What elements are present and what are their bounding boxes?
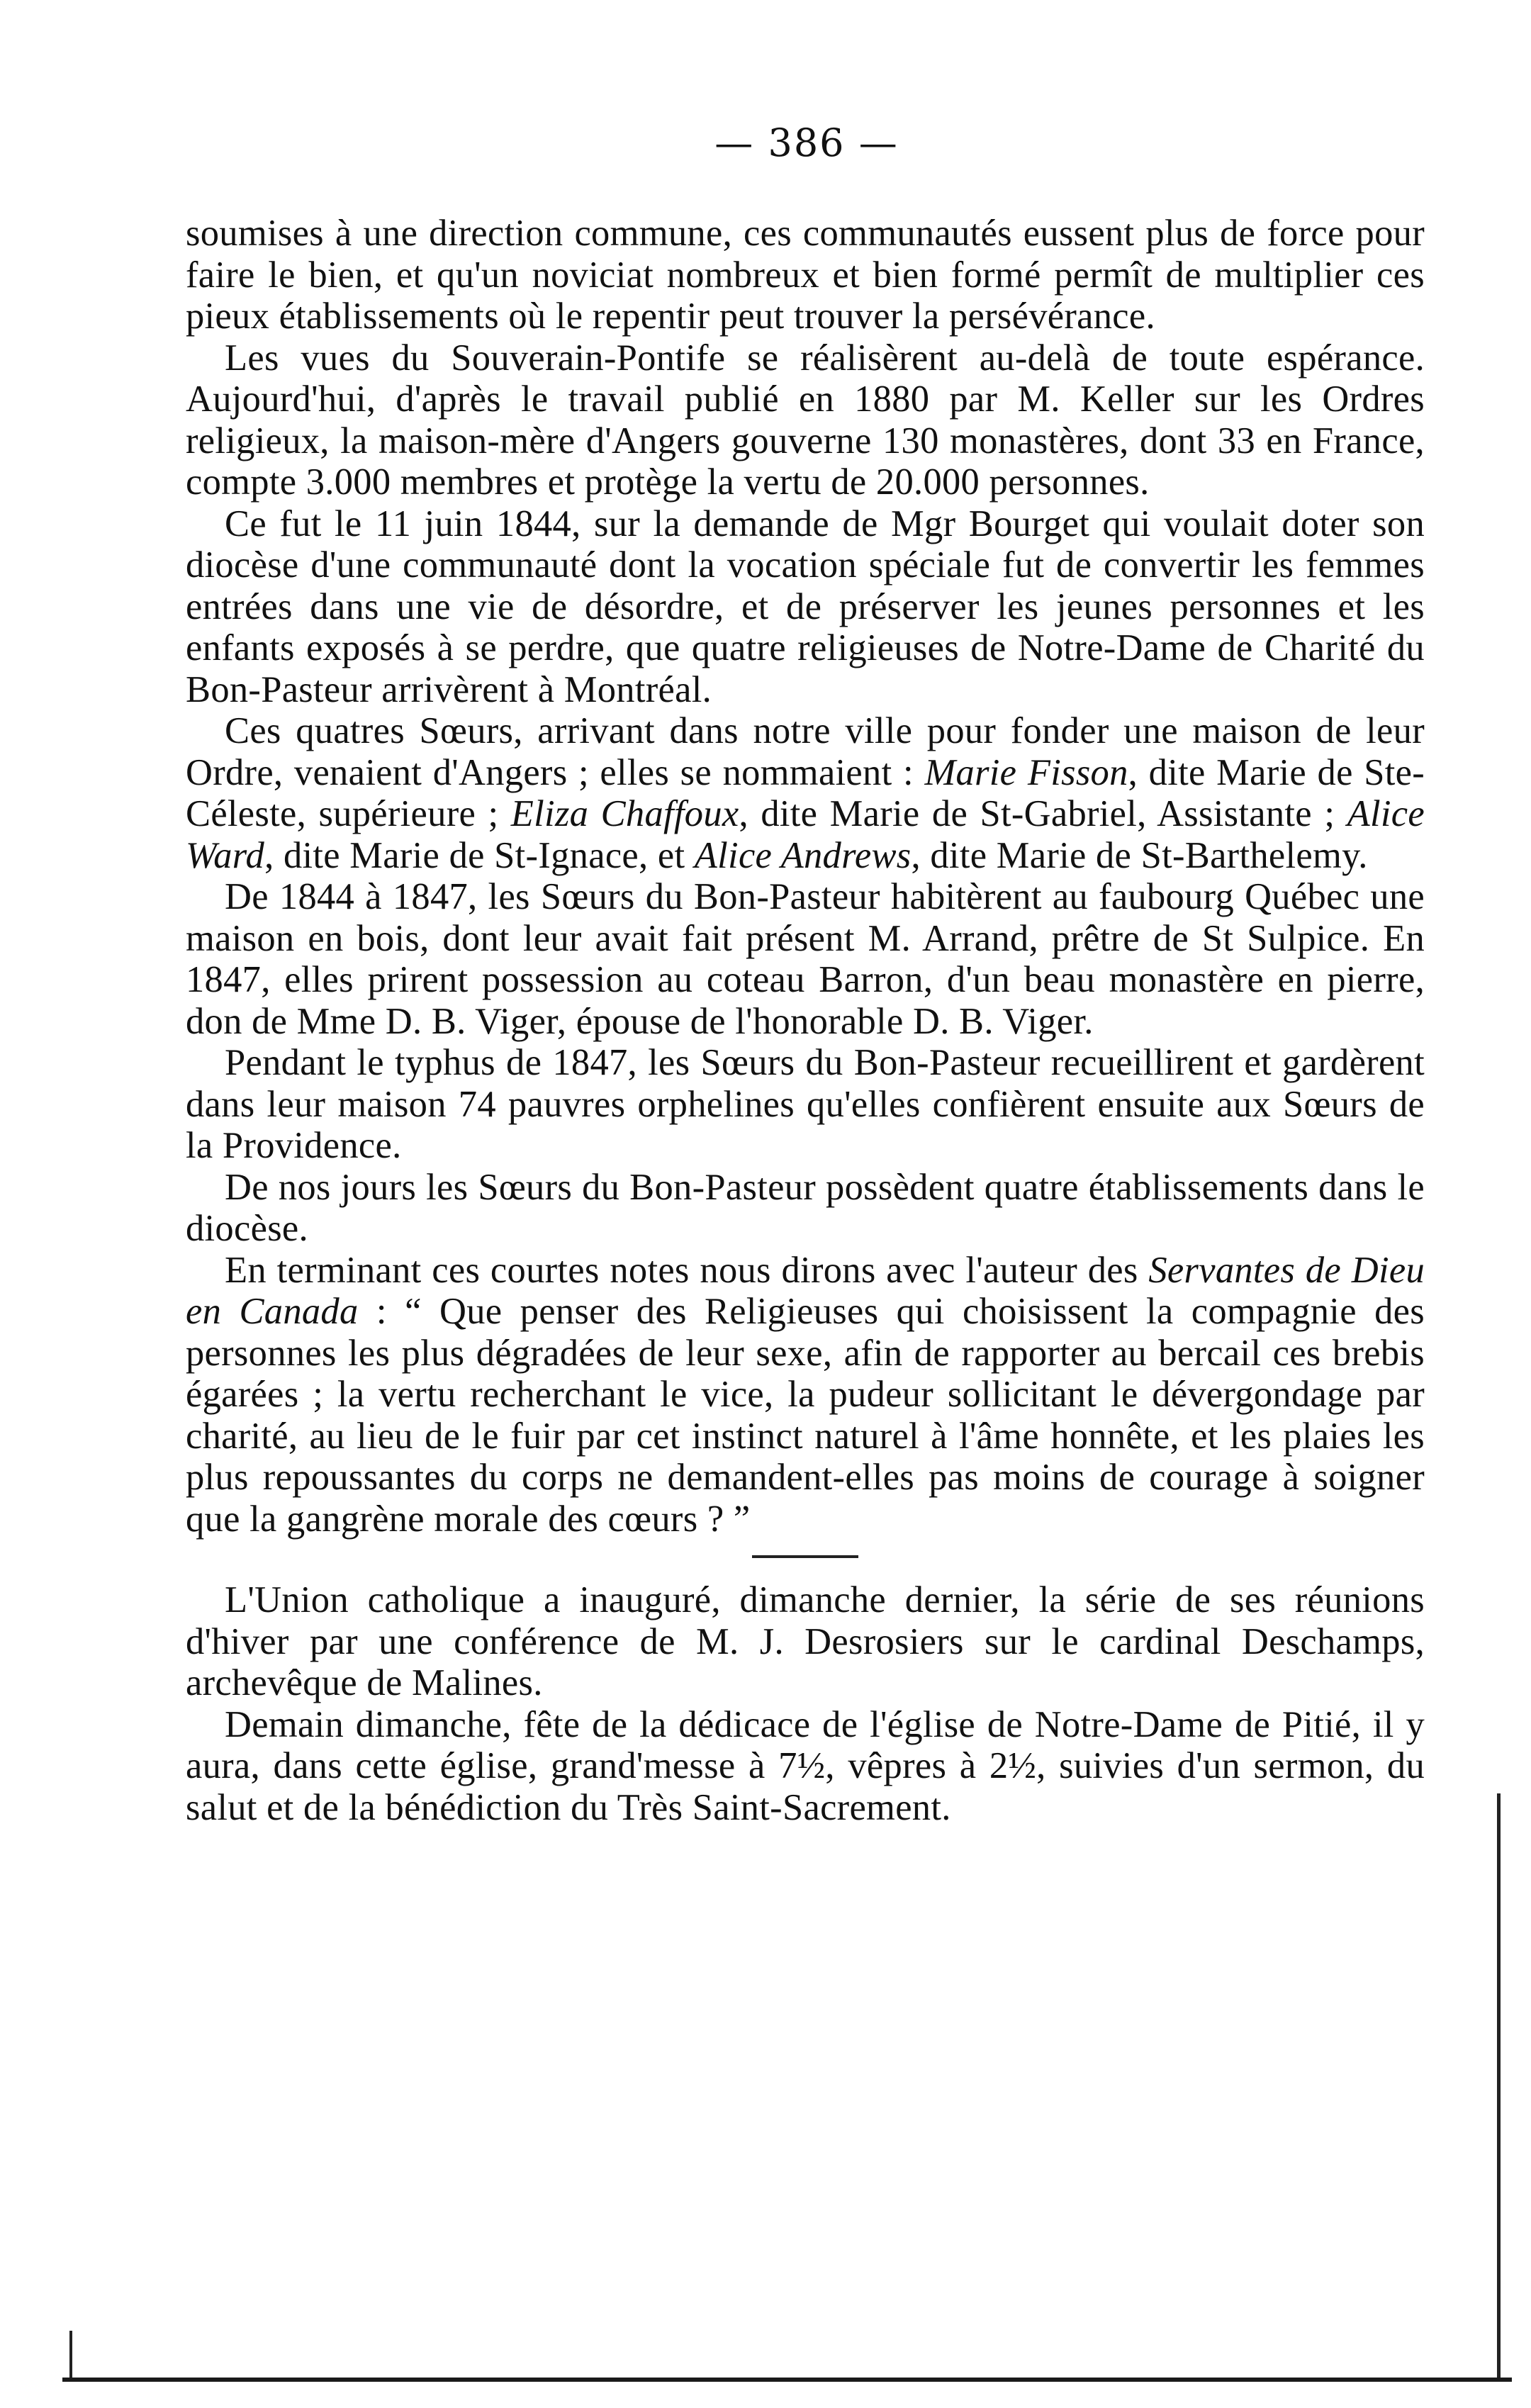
page-number (0, 121, 1531, 165)
p8-text-a: En terminant ces courtes notes nous dirons avec l'auteur des (225, 1249, 1138, 1291)
p4-text-d: , dite Marie de St-Ignace, et (264, 834, 685, 876)
nun-name-3: Alice Ward (186, 793, 1425, 876)
notice-union-catholique: L'Union catholique a inauguré, dimanche dernier, la série de ses réunions d'hiver par une conférence de M. J. Desrosiers sur le cardinal Deschamps, archevêque de Malines. (186, 1579, 1425, 1703)
nun-name-4: Alice Andrews (694, 834, 912, 876)
paragraph-1: soumises à une direction commune, ces communautés eussent plus de force pour faire le bien, et qu'un noviciat nombreux et bien formé permît de multiplier ces pieux établissements où le repentir peut trouver la persévérance. (186, 213, 1425, 337)
paragraph-2: Les vues du Souverain-Pontife se réalisèrent au-delà de toute espérance. Aujourd'hui, d'après le travail publié en 1880 par M. Keller sur les Ordres religieux, la maison-mère d'Angers gouverne 130 monastères, dont 33 en France, compte 3.000 membres et protège la vertu de 20.000 personnes. (186, 337, 1425, 503)
paragraph-3: Ce fut le 11 juin 1844, sur la demande de Mgr Bourget qui voulait doter son diocèse d'une communauté dont la vocation spéciale fut de convertir les femmes entrées dans une vie de désordre, et de préserver les jeunes personnes et les enfants exposés à se perdre, que quatre religieuses de Notre-Dame de Charité du Bon-Pasteur arrivèrent à Montréal. (186, 503, 1425, 710)
article-body (186, 213, 1425, 1828)
page-number-text: — 386 — (714, 121, 899, 165)
p4-text-c: , dite Marie de St-Gabriel, Assistante ; (739, 793, 1335, 834)
paragraph-7: De nos jours les Sœurs du Bon-Pasteur possèdent quatre établissements dans le diocèse. (186, 1166, 1425, 1249)
paragraph-5: De 1844 à 1847, les Sœurs du Bon-Pasteur habitèrent au faubourg Québec une maison en bois, dont leur avait fait présent M. Arrand, prêtre de St Sulpice. En 1847, elles prirent possession au coteau Barron, d'un beau monastère en pierre, don de Mme D. B. Viger, épouse de l'honorable D. B. Viger. (186, 876, 1425, 1042)
p8-text-b: : “ Que penser des Religieuses qui choisissent la compagnie des personnes les plus dégradées de leur sexe, afin de rapporter au bercail ces brebis égarées ; la vertu recherchant le vice, la pudeur sollicitant le dévergondage par charité, au lieu de le fuir par cet instinct naturel à l'âme honnête, et les plaies les plus repoussantes du corps ne demandent-elles pas moins de courage à soigner que la gangrène morale des cœurs ? ” (186, 1291, 1425, 1540)
notice-dedicace: Demain dimanche, fête de la dédicace de l'église de Notre-Dame de Pitié, il y aura, dans cette église, grand'messe à 7½, vêpres à 2½, suivies d'un sermon, du salut et de la bénédiction du Très Saint-Sacrement. (186, 1703, 1425, 1828)
p4-text-a: Ces quatres Sœurs, arrivant dans notre ville pour fonder une maison de leur Ordre, venaient d'Angers ; elles se nommaient : (186, 710, 1425, 793)
p4-text-e: , dite Marie de St-Barthelemy. (911, 834, 1368, 876)
nun-name-1: Marie Fisson (924, 751, 1128, 793)
paragraph-8 (186, 1250, 1425, 1540)
section-divider (752, 1555, 858, 1558)
nun-name-2: Eliza Chaffoux (510, 793, 739, 834)
p4-text-b: , dite Marie de Ste-Céleste, supérieure ; (186, 751, 1425, 834)
book-title: Servantes de Dieu en Canada (186, 1249, 1425, 1332)
margin-tick (69, 2331, 72, 2378)
paragraph-6: Pendant le typhus de 1847, les Sœurs du Bon-Pasteur recueillirent et gardèrent dans leur maison 74 pauvres orphelines qu'elles confièrent ensuite aux Sœurs de la Providence. (186, 1042, 1425, 1166)
paragraph-4 (186, 710, 1425, 876)
margin-rule (1497, 1793, 1501, 2382)
bottom-border-rule (62, 2378, 1512, 2382)
